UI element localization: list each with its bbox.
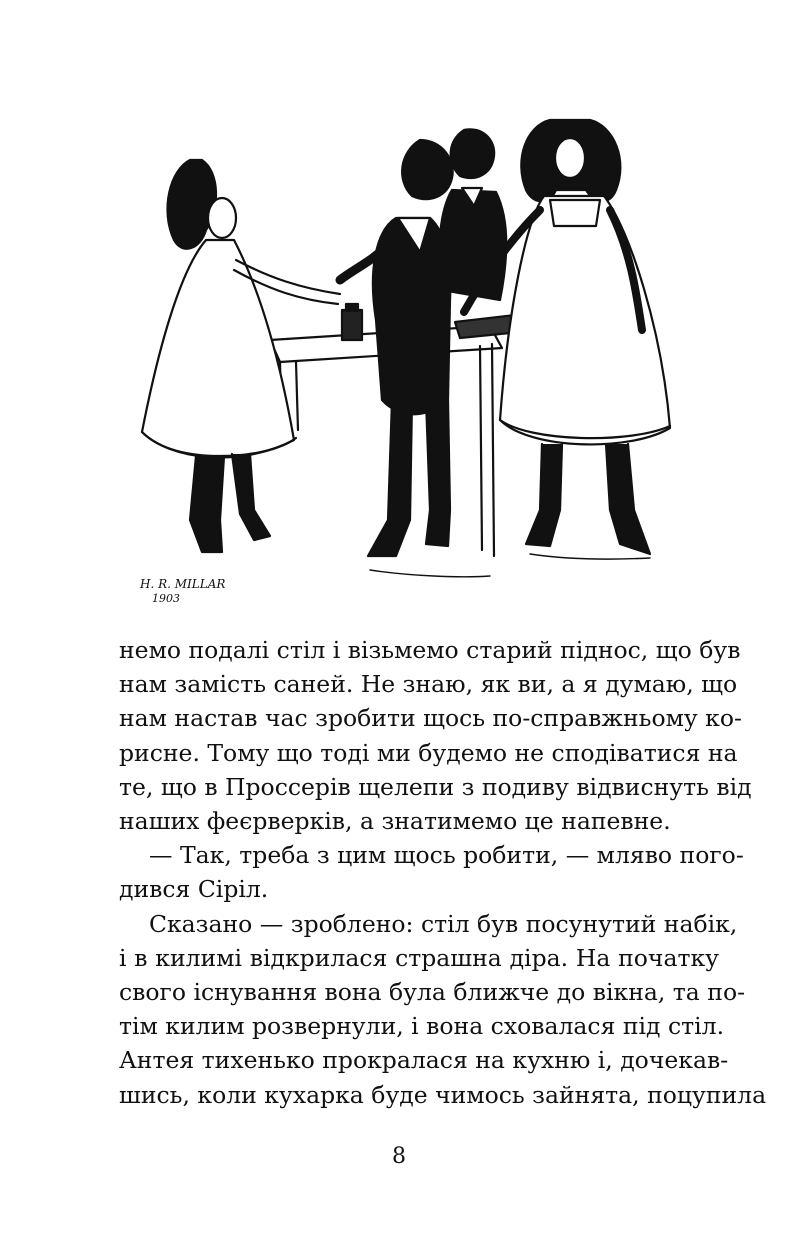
artist-signature-year: 1903 <box>152 592 180 605</box>
text-line: Сказано — зроблено: стіл був посунутий набік, <box>149 909 738 938</box>
text-line: нам замість саней. Не знаю, як ви, а я думаю, що <box>119 670 738 699</box>
body-text <box>119 633 767 1112</box>
text-line: наших феєрверків, а знатимемо це напевне. <box>119 807 671 836</box>
text-line: шись, коли кухарка буде чимось зайнята, поцупила <box>119 1080 767 1109</box>
text-line: нам настав час зробити щось по-справжньому ко- <box>119 704 742 733</box>
page-number: 8 <box>392 1144 406 1169</box>
text-line: і в килимі відкрилася страшна діра. На початку <box>119 943 719 972</box>
text-line: свого існування вона була ближче до вікна, та по- <box>119 978 746 1007</box>
text-line: — Так, треба з цим щось робити, — мляво пого- <box>149 841 744 870</box>
text-line: тім килим розвернули, і вона сховалася під стіл. <box>119 1012 725 1041</box>
illustration-children-at-table <box>130 100 690 620</box>
text-line: рисне. Тому що тоді ми будемо не сподіватися на <box>119 738 738 767</box>
text-line: Антея тихенько прокралася на кухню і, дочекав- <box>119 1046 729 1075</box>
artist-signature: H. R. MILLAR <box>140 577 226 591</box>
illustration-drawing <box>130 100 690 620</box>
text-line: дився Сіріл. <box>119 875 269 904</box>
text-line: немо подалі стіл і візьмемо старий піднос, що був <box>119 636 741 664</box>
text-line: те, що в Проссерів щелепи з подиву відвиснуть від <box>119 772 752 801</box>
